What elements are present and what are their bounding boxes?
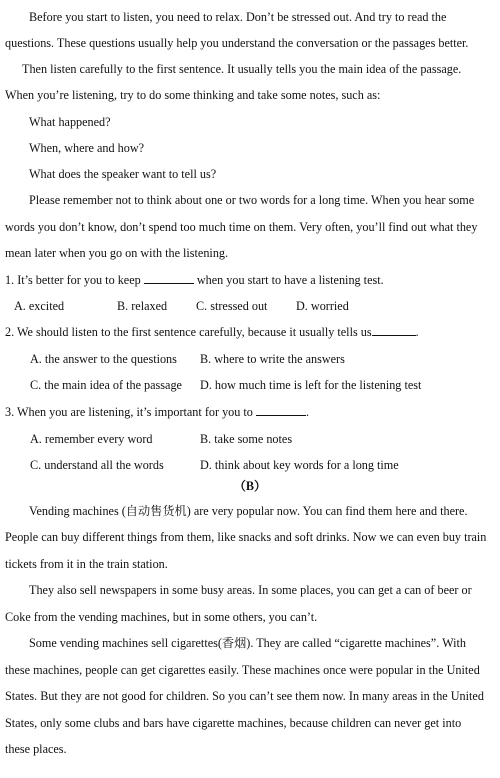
q2-option-b: B. where to write the answers [200, 352, 345, 366]
passage-b-line: People can buy different things from them, like snacks and soft drinks. Now we can even buy train [5, 530, 487, 544]
passage-a-line: words you don’t know, don’t spend too much time on them. Very often, you’ll find out what they [5, 220, 478, 234]
passage-b-line: these machines, people can get cigarettes easily. These machines once were popular in the United [5, 663, 480, 677]
q2-option-d: D. how much time is left for the listening test [200, 378, 422, 392]
q2-option-a: A. the answer to the questions [30, 352, 177, 366]
passage-b-line: Coke from the vending machines, but in some others, you can’t. [5, 610, 318, 624]
passage-a-line: When you’re listening, try to do some thinking and take some notes, such as: [5, 88, 381, 102]
question-2-options-row-2 [0, 376, 500, 394]
q1-option-c: C. stressed out [196, 299, 268, 313]
q3-option-c: C. understand all the words [30, 458, 164, 472]
answer-blank [372, 324, 416, 336]
passage-a-line: What does the speaker want to tell us? [29, 167, 217, 181]
passage-a-line: Before you start to listen, you need to relax. Don’t be stressed out. And try to read the [29, 10, 447, 24]
passage-a-line: What happened? [29, 115, 111, 129]
passage-a-line: When, where and how? [29, 141, 145, 155]
passage-a-line: questions. These questions usually help you understand the conversation or the passages better. [5, 36, 469, 50]
section-b-heading: （B） [233, 479, 267, 493]
question-3-text-after: . [305, 405, 309, 419]
passage-b-line: Some vending machines sell cigarettes(香烟). They are called “cigarette machines”. With [29, 636, 466, 650]
question-1-text-after: when you start to have a listening test. [196, 273, 384, 287]
answer-blank [256, 404, 306, 416]
passage-b-line: tickets from it in the train station. [5, 557, 168, 571]
question-3-text-before: 3. When you are listening, it’s important for you to [5, 405, 253, 419]
passage-b-line: They also sell newspapers in some busy areas. In some places, you can get a can of beer or [29, 583, 472, 597]
passage-b-line: States, only some clubs and bars have cigarette machines, because children can never get into [5, 716, 462, 730]
question-1-options [0, 297, 500, 315]
passage-a-line: Please remember not to think about one or two words for a long time. When you hear some [29, 193, 475, 207]
question-1-stem [0, 271, 500, 289]
q3-option-a: A. remember every word [30, 432, 153, 446]
question-3-stem [0, 403, 500, 421]
question-1-text-before: 1. It’s better for you to keep [5, 273, 141, 287]
passage-b-line: these places. [5, 742, 67, 756]
question-3-options-row-1 [0, 430, 500, 448]
q1-option-b: B. relaxed [117, 299, 168, 313]
question-2-text-after: . [415, 325, 419, 339]
question-3-options-row-2 [0, 456, 500, 474]
question-2-options-row-1 [0, 350, 500, 368]
passage-b-line: Vending machines (自动售货机) are very popular now. You can find them here and there. [29, 504, 468, 518]
q2-option-c: C. the main idea of the passage [30, 378, 182, 392]
answer-blank [144, 272, 194, 284]
question-2-text-before: 2. We should listen to the first sentence carefully, because it usually tells us [5, 325, 372, 339]
q3-option-b: B. take some notes [200, 432, 293, 446]
q1-option-a: A. excited [14, 299, 65, 313]
passage-a-line: Then listen carefully to the first sentence. It usually tells you the main idea of the passage. [22, 62, 462, 76]
question-2-stem [0, 323, 500, 341]
q3-option-d: D. think about key words for a long time [200, 458, 399, 472]
passage-a-line: mean later when you go on with the listening. [5, 246, 229, 260]
q1-option-d: D. worried [296, 299, 349, 313]
passage-b-line: States. But they are not good for children. So you can’t see them now. In many areas in the United [5, 689, 484, 703]
